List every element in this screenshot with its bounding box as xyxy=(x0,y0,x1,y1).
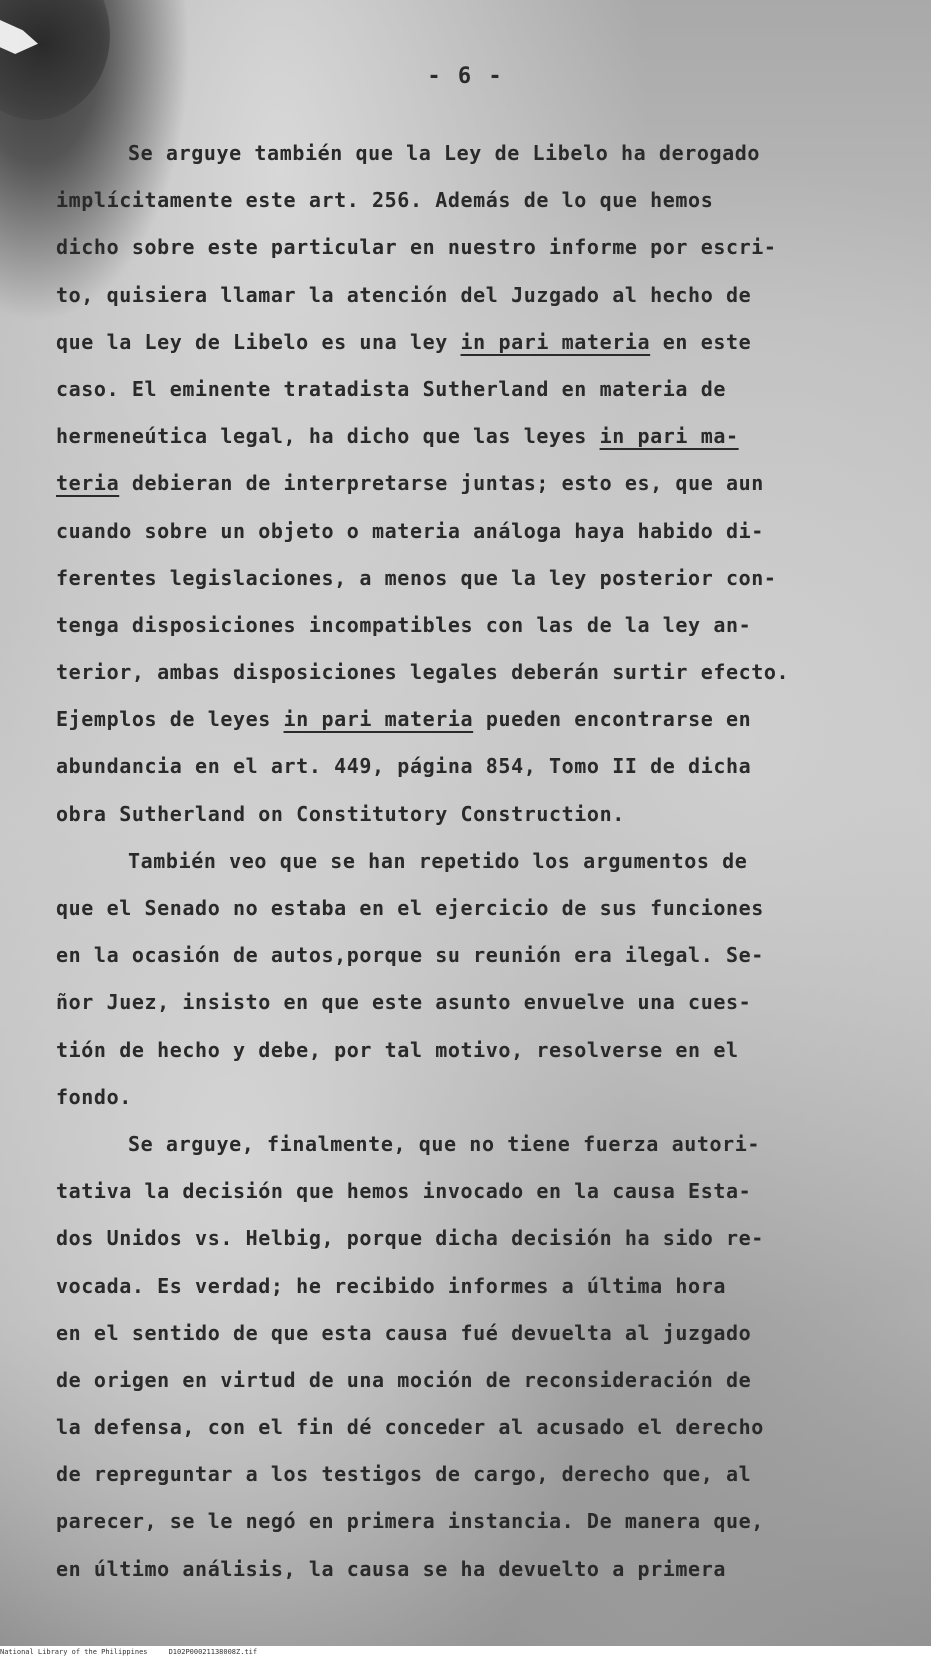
line-text: dos Unidos vs. Helbig, porque dicha decisión ha sido re- xyxy=(56,1226,764,1251)
text-line xyxy=(56,791,896,838)
text-line xyxy=(56,1451,896,1498)
text-line xyxy=(56,932,896,979)
underlined-phrase: in pari materia xyxy=(460,329,651,354)
line-text: en la ocasión de autos,porque su reunión era ilegal. Se- xyxy=(56,943,764,968)
line-text: tión de hecho y debe, por tal motivo, resolverse en el xyxy=(56,1037,739,1062)
text-line xyxy=(56,1027,896,1074)
line-text: de origen en virtud de una moción de reconsideración de xyxy=(56,1367,752,1392)
line-text: en este xyxy=(650,329,752,354)
underlined-phrase: in pari ma- xyxy=(599,424,739,449)
typewritten-body xyxy=(56,130,896,1593)
line-text: to, quisiera llamar la atención del Juzgado al hecho de xyxy=(56,282,752,307)
text-line xyxy=(56,649,896,696)
text-line xyxy=(56,1498,896,1545)
line-text: parecer, se le negó en primera instancia. De manera que, xyxy=(56,1509,764,1534)
line-text: Se arguye también que la Ley de Libelo ha derogado xyxy=(128,141,761,165)
text-line xyxy=(56,1310,896,1357)
text-line xyxy=(56,460,896,507)
line-text: tenga disposiciones incompatibles con las de la ley an- xyxy=(56,612,752,637)
line-text: implícitamente este art. 256. Además de lo que hemos xyxy=(56,188,714,213)
text-line xyxy=(56,319,896,366)
text-line xyxy=(56,696,896,743)
line-text: que la Ley de Libelo es una ley xyxy=(56,329,461,354)
footer-filename: D102P00021138008Z.tif xyxy=(168,1648,258,1656)
line-text: en último análisis, la causa se ha devuelto a primera xyxy=(56,1556,726,1581)
text-line xyxy=(56,555,896,602)
text-line xyxy=(56,743,896,790)
line-text: dicho sobre este particular en nuestro informe por escri- xyxy=(56,235,777,260)
underlined-phrase: teria xyxy=(56,471,120,496)
corner-stain xyxy=(0,0,110,120)
line-text: tativa la decisión que hemos invocado en la causa Esta- xyxy=(56,1179,752,1204)
line-text: vocada. Es verdad; he recibido informes a última hora xyxy=(56,1273,726,1298)
line-text: ñor Juez, insisto en que este asunto envuelve una cues- xyxy=(56,990,752,1015)
page-number: - 6 - xyxy=(427,64,504,89)
text-line xyxy=(56,366,896,413)
text-line xyxy=(56,1074,896,1121)
text-line xyxy=(56,1168,896,1215)
text-line xyxy=(56,177,896,224)
underlined-phrase: in pari materia xyxy=(283,707,474,732)
scan-footer xyxy=(0,1647,257,1657)
line-text: fondo. xyxy=(56,1084,132,1109)
line-text: de repreguntar a los testigos de cargo, derecho que, al xyxy=(56,1462,752,1487)
line-text: hermeneútica legal, ha dicho que las leyes xyxy=(56,424,600,449)
line-text: la defensa, con el fin dé conceder al acusado el derecho xyxy=(56,1415,764,1440)
text-line xyxy=(56,1357,896,1404)
line-text: Ejemplos de leyes xyxy=(56,707,284,732)
text-line xyxy=(56,1404,896,1451)
line-text: Se arguye, finalmente, que no tiene fuerza autori- xyxy=(128,1131,761,1156)
text-line xyxy=(56,1263,896,1310)
text-line xyxy=(56,1215,896,1262)
line-text: obra Sutherland on Constitutory Construction. xyxy=(56,801,625,826)
text-line xyxy=(56,1121,896,1168)
line-text: ferentes legislaciones, a menos que la ley posterior con- xyxy=(56,565,777,590)
text-line xyxy=(56,508,896,555)
line-text: en el sentido de que esta causa fué devuelta al juzgado xyxy=(56,1320,752,1345)
line-text: También veo que se han repetido los argumentos de xyxy=(128,848,748,873)
text-line xyxy=(56,224,896,271)
line-text: caso. El eminente tratadista Sutherland en materia de xyxy=(56,376,726,401)
line-text: terior, ambas disposiciones legales deberán surtir efecto. xyxy=(56,660,790,685)
text-line xyxy=(56,979,896,1026)
line-text: cuando sobre un objeto o materia análoga haya habido di- xyxy=(56,518,764,543)
text-line xyxy=(56,1546,896,1593)
line-text: debieran de interpretarse juntas; esto es, que aun xyxy=(119,471,764,496)
line-text: pueden encontrarse en xyxy=(473,707,752,732)
text-line xyxy=(56,885,896,932)
text-line xyxy=(56,602,896,649)
footer-library: National Library of the Philippines xyxy=(0,1648,148,1656)
text-line xyxy=(56,413,896,460)
text-line xyxy=(56,130,896,177)
line-text: abundancia en el art. 449, página 854, Tomo II de dicha xyxy=(56,754,752,779)
text-line xyxy=(56,272,896,319)
line-text: que el Senado no estaba en el ejercicio de sus funciones xyxy=(56,896,764,920)
text-line xyxy=(56,838,896,885)
